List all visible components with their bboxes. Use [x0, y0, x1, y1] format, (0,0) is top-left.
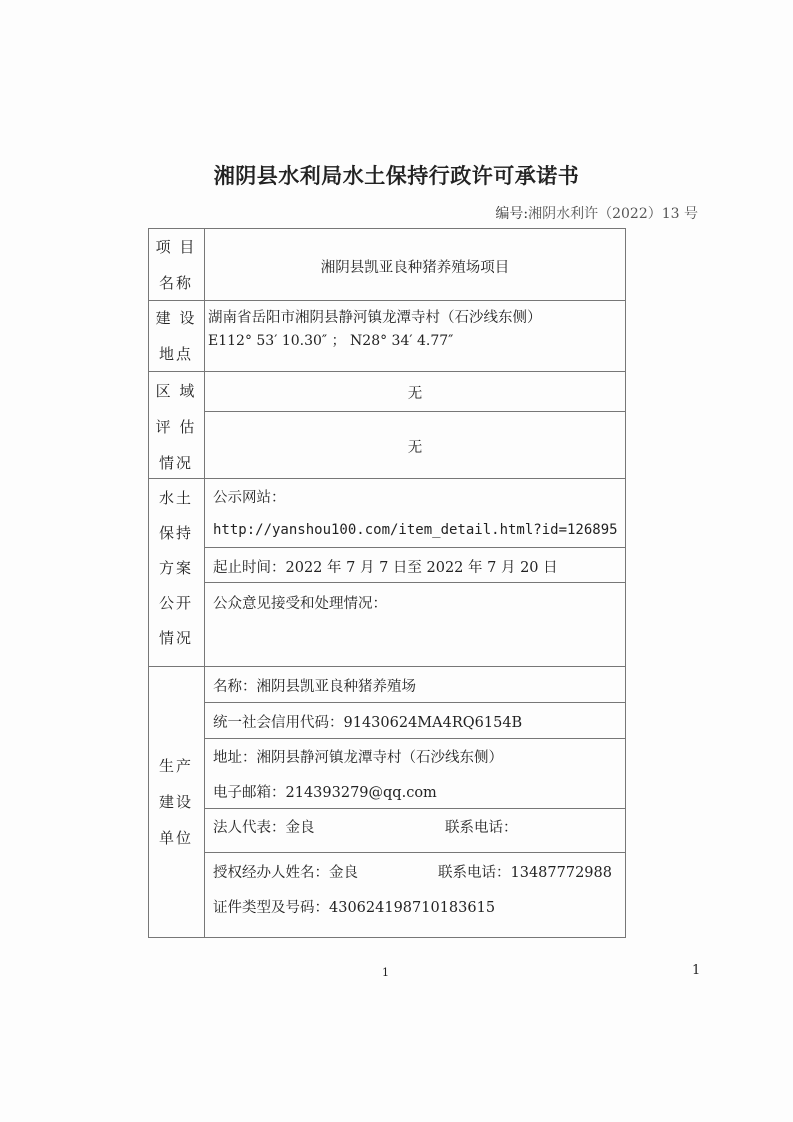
- document-number: [495, 203, 698, 223]
- label-line: 建设: [158, 793, 193, 811]
- legal-representative: 法人代表：金良: [213, 820, 315, 836]
- label-line: 保持: [158, 524, 193, 542]
- unit-label: [148, 748, 204, 856]
- agent-phone: 联系电话：13487772988: [438, 865, 612, 881]
- unit-credit-code: 统一社会信用代码：91430624MA4RQ6154B: [213, 715, 523, 731]
- regional-assessment-value-2: 无: [407, 440, 423, 456]
- label-line: 水土: [158, 489, 193, 507]
- project-name-value: 湘阴县凯亚良种猪养殖场项目: [320, 260, 510, 276]
- label-line: 项 目: [155, 238, 197, 256]
- label-line: 评 估: [155, 418, 197, 436]
- regional-assessment-label: [148, 373, 204, 481]
- unit-email: 电子邮箱：214393279@qq.com: [213, 785, 437, 801]
- label-line: 单位: [158, 829, 193, 847]
- regional-assessment-value-1: 无: [407, 386, 423, 402]
- label-line: 建 设: [155, 309, 197, 327]
- label-line: 情况: [158, 629, 193, 647]
- site-coords: E112° 53′ 10.30″ ； N28° 34′ 4.77″: [208, 333, 454, 349]
- document-number-label: 编号:: [495, 206, 529, 222]
- website-label: 公示网站：: [213, 490, 286, 506]
- agent-name: 授权经办人姓名：金良: [213, 865, 358, 881]
- site-address: 湖南省岳阳市湘阴县静河镇龙潭寺村（石沙线东侧）: [208, 310, 542, 326]
- label-line: 名称: [158, 274, 193, 292]
- feedback-label: 公众意见接受和处理情况：: [213, 596, 387, 612]
- label-line: 方案: [158, 559, 193, 577]
- publicity-period: 起止时间：2022 年 7 月 7 日至 2022 年 7 月 20 日: [213, 560, 558, 576]
- label-line: 情况: [158, 454, 193, 472]
- website-url: http://yanshou100.com/item_detail.html?id=126895: [213, 522, 618, 538]
- document-number-value: 湘阴水利许（2022）13 号: [528, 206, 698, 222]
- label-line: 地点: [158, 345, 193, 363]
- corner-page-number: 1: [692, 963, 701, 978]
- publicity-label: [148, 481, 204, 656]
- document-title: 湘阴县水利局水土保持行政许可承诺书: [213, 164, 580, 188]
- unit-name: 名称：湘阴县凯亚良种猪养殖场: [213, 679, 416, 695]
- label-line: 生产: [158, 757, 193, 775]
- project-name-label: [148, 229, 204, 301]
- page-number: 1: [382, 966, 389, 979]
- id-number: 证件类型及号码：430624198710183615: [213, 900, 496, 916]
- unit-address: 地址：湘阴县静河镇龙潭寺村（石沙线东侧）: [213, 750, 503, 766]
- label-line: 区 域: [155, 382, 197, 400]
- label-line: 公开: [158, 594, 193, 612]
- legal-phone: 联系电话：: [445, 820, 518, 836]
- site-label: [148, 300, 204, 372]
